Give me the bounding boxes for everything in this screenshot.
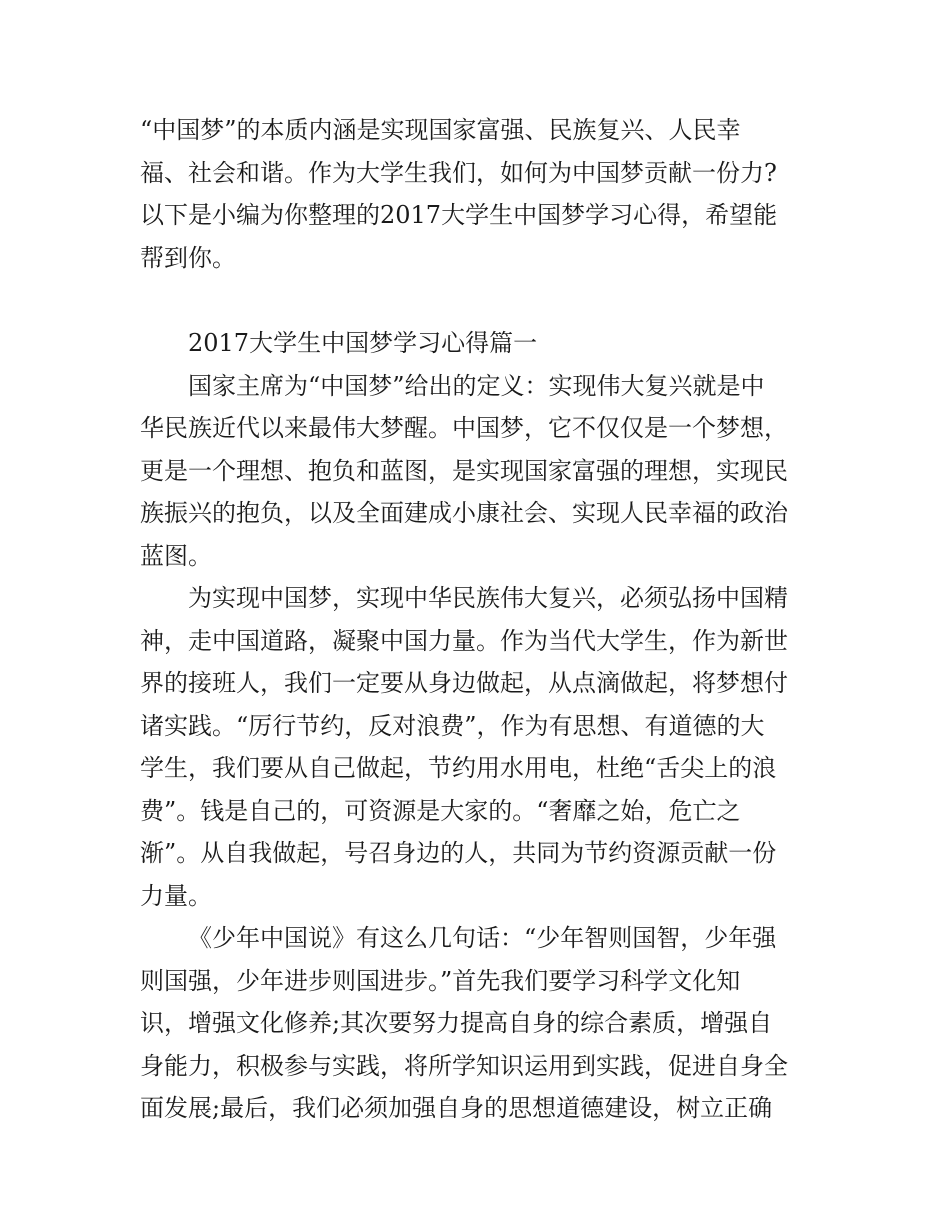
intro-line: 以下是小编为你整理的2017大学生中国梦学习心得，希望能: [140, 201, 778, 229]
paragraph-line: 国家主席为“中国梦”给出的定义：实现伟大复兴就是中: [188, 371, 765, 400]
paragraph-line: 费”。钱是自己的，可资源是大家的。“奢靡之始，危亡之: [140, 796, 741, 825]
section-heading: 2017大学生中国梦学习心得篇一: [188, 329, 538, 357]
paragraph-line: 则国强，少年进步则国进步。”首先我们要学习科学文化知: [140, 966, 741, 995]
paragraph-line: 渐”。从自我做起，号召身边的人，共同为节约资源贡献一份: [140, 839, 777, 867]
intro-line: 福、社会和谐。作为大学生我们，如何为中国梦贡献一份力?: [140, 158, 777, 187]
paragraph-line: 识，增强文化修养;其次要努力提高自身的综合素质，增强自: [140, 1009, 773, 1037]
paragraph-1: [140, 365, 812, 578]
paragraph-line: 神，走中国道路，凝聚中国力量。作为当代大学生，作为新世: [140, 626, 788, 655]
paragraph-2: [140, 577, 812, 917]
paragraph-line: 界的接班人，我们一定要从身边做起，从点滴做起，将梦想付: [140, 669, 788, 697]
paragraph-line: 族振兴的抱负，以及全面建成小康社会、实现人民幸福的政治: [140, 499, 788, 527]
paragraph-line: 诸实践。“厉行节约，反对浪费”，作为有思想、有道德的大: [140, 711, 765, 740]
paragraph-line: 《少年中国说》有这么几句话：“少年智则国智，少年强: [188, 924, 777, 952]
paragraph-line: 更是一个理想、抱负和蓝图，是实现国家富强的理想，实现民: [140, 456, 788, 485]
paragraph-line: 力量。: [140, 881, 212, 910]
paragraph-line: 蓝图。: [140, 541, 212, 570]
intro-paragraph: [140, 109, 812, 279]
paragraph-line: 学生，我们要从自己做起，节约用水用电，杜绝“舌尖上的浪: [140, 754, 777, 782]
article-body: [140, 322, 812, 1130]
paragraph-line: 身能力，积极参与实践，将所学知识运用到实践，促进自身全: [140, 1051, 788, 1080]
paragraph-line: 面发展;最后，我们必须加强自身的思想道德建设，树立正确: [140, 1094, 773, 1122]
paragraph-line: 为实现中国梦，实现中华民族伟大复兴，必须弘扬中国精: [188, 584, 788, 612]
paragraph-line: 华民族近代以来最伟大梦醒。中国梦，它不仅仅是一个梦想，: [140, 414, 788, 442]
paragraph-3: [140, 917, 812, 1130]
intro-line: 帮到你。: [140, 243, 236, 272]
intro-line: “中国梦”的本质内涵是实现国家富强、民族复兴、人民幸: [140, 116, 741, 144]
